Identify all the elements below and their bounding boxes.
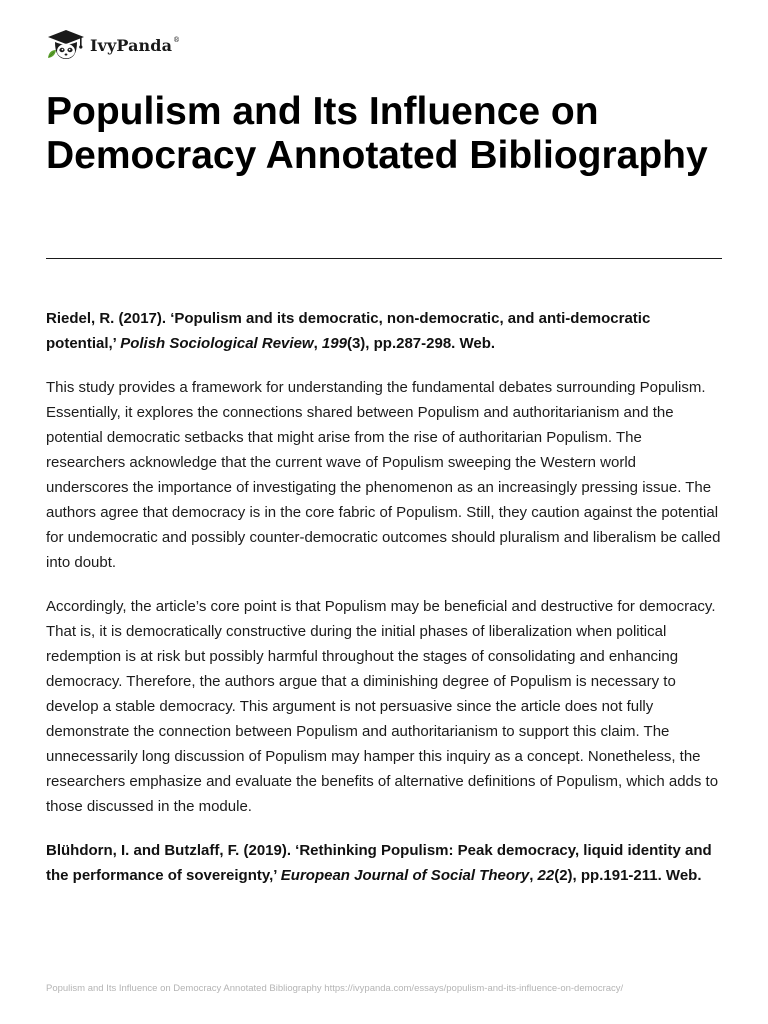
annotation-paragraph: Accordingly, the article’s core point is that Populism may be beneficial and destructive for democracy. That is, it is democratically constructive during the initial phases of liberalization when political redemption is at risk but possibly harmful throughout the stages of consolidating and enhancing democracy. Therefore, the authors argue that a diminishing degree of Populism is necessary to develop a stable democracy. This argument is not persuasive since the article does not fully demonstrate the connection between Populism and authoritarianism to support this claim. The unnecessarily long discussion of Populism may hamper this inquiry as a concept. Nonetheless, the researchers emphasize and evaluate the benefits of alternative definitions of Populism, which adds to those discussed in the module. xyxy=(46,598,719,815)
journal-volume: 22 xyxy=(537,867,555,884)
graduation-cap-panda-icon xyxy=(46,28,86,62)
document-body xyxy=(46,306,722,907)
document-title: Populism and Its Influence on Democracy Annotated Bibliography xyxy=(46,90,708,177)
title-divider xyxy=(46,258,722,259)
page-footer: Populism and Its Influence on Democracy Annotated Bibliography https://ivypanda.com/essays/populism-and-its-influence-on-democracy/ xyxy=(46,983,624,994)
citation-riedel: Riedel, R. (2017). ‘Populism and its democratic, non-democratic, and anti-democratic potential,’ Polish Sociological Review, 199(3), pp.287-298. Web. xyxy=(46,310,651,352)
citation-bluhdorn: Blühdorn, I. and Butzlaff, F. (2019). ‘Rethinking Populism: Peak democracy, liquid identity and the performance of sovereignty,’ European Journal of Social Theory, 22(2), pp.191-211. Web. xyxy=(46,842,712,884)
journal-name: European Journal of Social Theory xyxy=(280,867,530,884)
registered-mark: ® xyxy=(173,35,181,44)
journal-volume: 199 xyxy=(321,335,347,352)
annotation-paragraph: This study provides a framework for understanding the fundamental debates surrounding Populism. Essentially, it explores the connections shared between Populism and authoritarianism and the potential democratic setbacks that might arise from the rise of authoritarian Populism. The researchers acknowledge that the current wave of Populism sweeping the Western world underscores the importance of investigating the phenomenon as an increasingly pressing issue. The authors agree that democracy is in the core fabric of Populism. Still, they caution against the potential for undemocratic and possibly counter-democratic outcomes should pluralism and liberalism be called into doubt. xyxy=(46,379,721,571)
ivypanda-logo[interactable] xyxy=(46,27,180,63)
journal-name: Polish Sociological Review xyxy=(120,335,314,352)
brand-name: IvyPanda® xyxy=(90,35,181,55)
